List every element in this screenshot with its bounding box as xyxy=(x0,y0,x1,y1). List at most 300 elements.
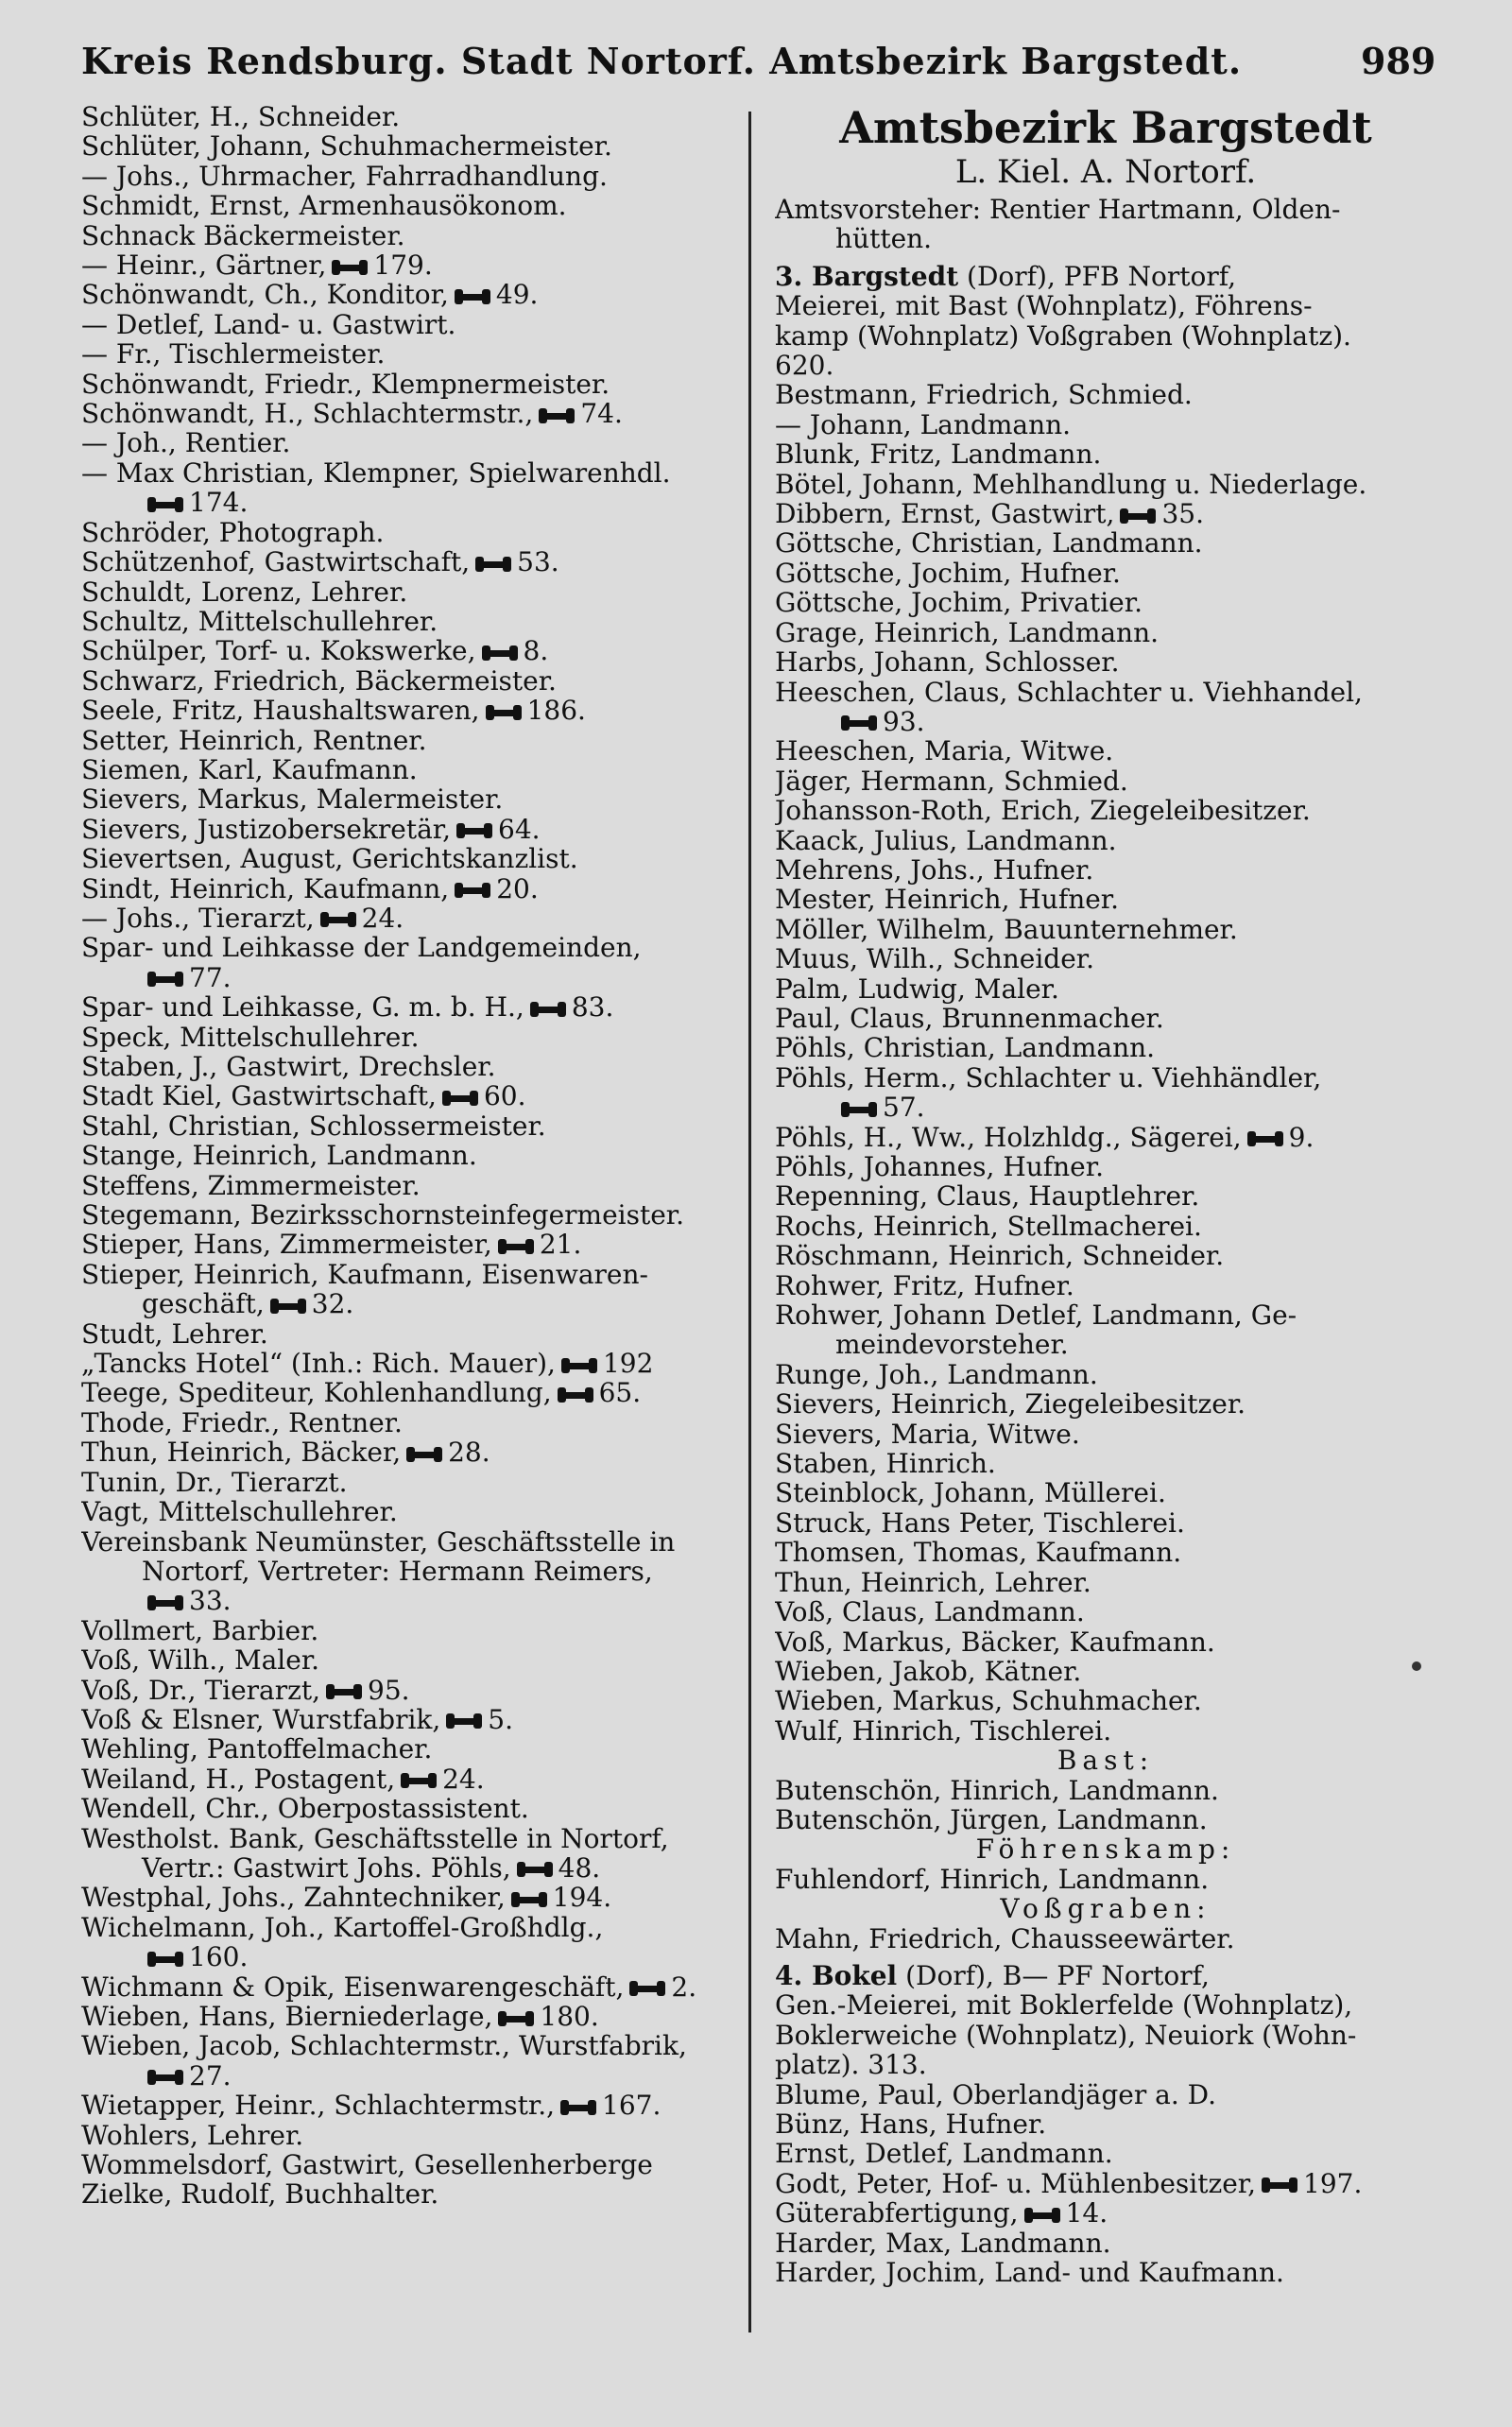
telephone-icon xyxy=(629,1980,665,1997)
directory-entry xyxy=(775,2021,1436,2050)
directory-entry xyxy=(81,2091,739,2120)
entry-text: Mehrens, Johs., Hufner. xyxy=(775,854,1094,886)
telephone-number: 20. xyxy=(496,873,539,904)
telephone-number: 27. xyxy=(189,2060,232,2091)
entry-text: hütten. xyxy=(835,224,933,254)
directory-entry xyxy=(81,1824,739,1853)
directory-entry xyxy=(81,1437,739,1467)
entry-text: Palm, Ludwig, Maler. xyxy=(775,973,1059,1004)
entry-continuation xyxy=(775,1093,1436,1122)
telephone-icon xyxy=(561,1357,597,1374)
telephone-number: 77. xyxy=(189,962,232,993)
directory-entry xyxy=(81,547,739,577)
entry-continuation xyxy=(81,1853,739,1883)
entry-text: Blunk, Fritz, Landmann. xyxy=(775,439,1102,470)
entry-text: Wehling, Pantoffelmacher. xyxy=(81,1734,433,1764)
telephone-icon xyxy=(511,1891,547,1908)
telephone-icon xyxy=(517,1861,553,1878)
entry-text: Schnack Bäckermeister. xyxy=(81,220,405,251)
directory-entry xyxy=(81,1260,739,1289)
directory-entry xyxy=(775,1241,1436,1270)
telephone-icon xyxy=(1247,1130,1283,1147)
telephone-number: 180. xyxy=(540,2002,599,2032)
directory-entry xyxy=(775,1924,1436,1954)
telephone-number: 179. xyxy=(373,250,433,281)
telephone-icon xyxy=(147,1951,183,1968)
vossgraben-heading: Voßgraben: xyxy=(1000,1893,1211,1925)
telephone-number: 9. xyxy=(1288,1122,1314,1152)
directory-entry xyxy=(81,1497,739,1526)
entry-text: Bestmann, Friedrich, Schmied. xyxy=(775,380,1193,410)
entry-text: Sievertsen, August, Gerichtskanzlist. xyxy=(81,844,578,874)
entry-text: Sievers, Justizobersekretär, xyxy=(81,814,451,845)
directory-entry xyxy=(775,1420,1436,1449)
directory-entry xyxy=(775,2169,1436,2198)
entry-text: Schultz, Mittelschullehrer. xyxy=(81,606,438,637)
entry-text: Blume, Paul, Oberlandjäger a. D. xyxy=(775,2079,1216,2109)
directory-entry xyxy=(81,370,739,399)
entry-text: Siemen, Karl, Kaufmann. xyxy=(81,754,418,785)
entry-text: Jäger, Hermann, Schmied. xyxy=(775,766,1128,797)
village-number: 4. xyxy=(775,1960,812,1991)
directory-entry xyxy=(775,2080,1436,2109)
directory-entry xyxy=(775,1389,1436,1419)
directory-entry xyxy=(81,1141,739,1170)
entry-text: Stadt Kiel, Gastwirtschaft, xyxy=(81,1081,437,1111)
entry-continuation xyxy=(775,1330,1436,1359)
entry-text: Stieper, Heinrich, Kaufmann, Eisenwaren- xyxy=(81,1259,648,1290)
telephone-icon xyxy=(456,822,492,839)
entry-text: — Johann, Landmann. xyxy=(775,409,1072,440)
entry-text: kamp (Wohnplatz) Voßgraben (Wohnplatz). xyxy=(775,320,1351,352)
directory-entry xyxy=(81,577,739,607)
entry-text: Kaack, Julius, Landmann. xyxy=(775,825,1117,855)
telephone-number: 14. xyxy=(1065,2198,1108,2229)
entry-text: Repenning, Claus, Hauptlehrer. xyxy=(775,1181,1200,1212)
entry-text: Johansson-Roth, Erich, Ziegeleibesitzer. xyxy=(775,796,1311,826)
telephone-number: 53. xyxy=(517,547,559,577)
directory-entry xyxy=(81,2150,739,2179)
entry-text: (Dorf), B— PF Nortorf, xyxy=(897,1960,1210,1991)
directory-entry xyxy=(81,784,739,814)
entry-text: — Max Christian, Klempner, Spielwarenhdl. xyxy=(81,457,671,489)
entry-text: Pöhls, Christian, Landmann. xyxy=(775,1033,1156,1063)
telephone-icon xyxy=(530,1001,566,1018)
entry-text: Rohwer, Fritz, Hufner. xyxy=(775,1270,1074,1301)
directory-entry xyxy=(775,974,1436,1004)
telephone-number: 194. xyxy=(552,1883,612,1913)
vossgraben-entries xyxy=(775,1924,1436,1954)
entry-text: Nortorf, Vertreter: Hermann Reimers, xyxy=(142,1556,653,1587)
directory-entry xyxy=(775,1990,1436,2020)
entry-text: Schmidt, Ernst, Armenhausökonom. xyxy=(81,191,567,221)
telephone-number: 35. xyxy=(1161,499,1204,529)
entry-text: Dibbern, Ernst, Gastwirt, xyxy=(775,499,1115,529)
entry-text: Schützenhof, Gastwirtschaft, xyxy=(81,547,471,577)
directory-entry xyxy=(81,844,739,873)
entry-text: Thomsen, Thomas, Kaufmann. xyxy=(775,1538,1182,1568)
telephone-number: 83. xyxy=(571,992,614,1023)
telephone-icon xyxy=(1120,508,1156,525)
entry-text: Göttsche, Jochim, Hufner. xyxy=(775,558,1121,589)
directory-entry xyxy=(81,1171,739,1200)
telephone-number: 64. xyxy=(498,814,541,845)
telephone-icon xyxy=(558,1386,593,1403)
entry-text: Schwarz, Friedrich, Bäckermeister. xyxy=(81,665,557,697)
entry-text: Möller, Wilhelm, Bauunternehmer. xyxy=(775,914,1238,945)
directory-entry xyxy=(775,2229,1436,2258)
entry-text: Wichmann & Opik, Eisenwarengeschäft, xyxy=(81,1971,625,2002)
entry-text: 620. xyxy=(775,351,834,381)
directory-entry xyxy=(775,736,1436,766)
directory-entry xyxy=(81,1705,739,1734)
entry-text: (Dorf), PFB Nortorf, xyxy=(958,261,1237,292)
directory-entry xyxy=(81,458,739,488)
entry-text: Wohlers, Lehrer. xyxy=(81,2120,304,2151)
directory-entry xyxy=(775,1449,1436,1478)
entry-text: Zielke, Rudolf, Buchhalter. xyxy=(81,2179,439,2210)
entry-text: — Johs., Uhrmacher, Fahrradhandlung. xyxy=(81,161,608,192)
directory-entry xyxy=(775,410,1436,439)
village-bargstedt-heading xyxy=(775,262,1436,381)
telephone-icon xyxy=(486,704,522,721)
directory-entry xyxy=(775,2198,1436,2228)
directory-entry xyxy=(81,191,739,220)
directory-entry xyxy=(81,1794,739,1823)
entry-text: Weiland, H., Postagent, xyxy=(81,1764,396,1795)
directory-entry xyxy=(775,195,1436,224)
column-divider xyxy=(748,112,751,2332)
directory-entry xyxy=(81,1052,739,1081)
entry-text: — Johs., Tierarzt, xyxy=(81,903,315,934)
telephone-number: 21. xyxy=(539,1230,582,1260)
entry-text: Mahn, Friedrich, Chausseewärter. xyxy=(775,1923,1235,1954)
entry-text: Ernst, Detlef, Landmann. xyxy=(775,2139,1113,2169)
entry-text: Röschmann, Heinrich, Schneider. xyxy=(775,1241,1225,1271)
spacer xyxy=(775,1954,1436,1961)
entry-text: Voß, Dr., Tierarzt, xyxy=(81,1675,321,1705)
directory-entry xyxy=(81,726,739,755)
directory-entry xyxy=(775,1686,1436,1715)
entry-text: Voß & Elsner, Wurstfabrik, xyxy=(81,1704,441,1735)
directory-entry xyxy=(81,2121,739,2150)
foehrenskamp-entries xyxy=(775,1865,1436,1894)
telephone-number: 167. xyxy=(602,2091,662,2121)
telephone-icon xyxy=(841,714,877,732)
entry-text: Voß, Claus, Landmann. xyxy=(775,1597,1085,1627)
entry-text: Rohwer, Johann Detlef, Landmann, Ge- xyxy=(775,1300,1297,1331)
entry-text: Butenschön, Jürgen, Landmann. xyxy=(775,1804,1208,1835)
entry-text: Wieben, Markus, Schuhmacher. xyxy=(775,1686,1202,1716)
entry-text: Voß, Wilh., Maler. xyxy=(81,1645,320,1676)
directory-entry xyxy=(81,310,739,339)
entry-text: Staben, J., Gastwirt, Drechsler. xyxy=(81,1052,496,1082)
telephone-number: 5. xyxy=(488,1704,514,1735)
directory-entry xyxy=(81,1200,739,1230)
telephone-number: 32. xyxy=(311,1289,354,1319)
telephone-number: 60. xyxy=(483,1081,526,1111)
directory-entry xyxy=(775,1152,1436,1181)
directory-entry xyxy=(775,796,1436,825)
entry-continuation xyxy=(81,2061,739,2091)
directory-entry xyxy=(81,1883,739,1912)
directory-entry xyxy=(81,1527,739,1557)
directory-entry xyxy=(775,2050,1436,2079)
entry-continuation xyxy=(81,1942,739,1971)
directory-entry xyxy=(81,1230,739,1259)
entry-text: platz). 313. xyxy=(775,2050,927,2080)
entry-text: Muus, Wilh., Schneider. xyxy=(775,944,1094,974)
directory-entry xyxy=(81,2179,739,2209)
entry-text: geschäft, xyxy=(142,1289,265,1319)
entry-text: Struck, Hans Peter, Tischlerei. xyxy=(775,1507,1185,1539)
entry-text: Butenschön, Hinrich, Landmann. xyxy=(775,1775,1219,1805)
telephone-icon xyxy=(455,882,490,899)
telephone-number: 160. xyxy=(189,1942,249,1972)
telephone-icon xyxy=(406,1446,442,1463)
telephone-number: 28. xyxy=(448,1437,490,1468)
telephone-number: 192 xyxy=(602,1349,654,1379)
entry-text: Spar- und Leihkasse der Landgemeinden, xyxy=(81,933,642,963)
telephone-number: 95. xyxy=(368,1675,410,1705)
directory-entry xyxy=(775,1004,1436,1033)
bast-entries xyxy=(775,1776,1436,1835)
entry-text: Boklerweiche (Wohnplatz), Neuiork (Wohn- xyxy=(775,2020,1357,2051)
entry-text: Harder, Jochim, Land- und Kaufmann. xyxy=(775,2258,1284,2288)
directory-entry xyxy=(775,1805,1436,1834)
telephone-number: 57. xyxy=(883,1093,925,1123)
directory-entry xyxy=(81,607,739,636)
directory-entry xyxy=(775,262,1436,291)
entry-text: Göttsche, Jochim, Privatier. xyxy=(775,588,1143,618)
directory-entry xyxy=(775,1508,1436,1538)
entry-text: Pöhls, Johannes, Hufner. xyxy=(775,1152,1104,1182)
directory-entry xyxy=(81,1972,739,2002)
entry-text: Tunin, Dr., Tierarzt. xyxy=(81,1467,348,1498)
directory-entry xyxy=(775,2139,1436,2168)
entry-text: — Joh., Rentier. xyxy=(81,428,291,458)
directory-entry xyxy=(81,636,739,665)
telephone-number: 93. xyxy=(883,706,925,737)
entry-text: Schuldt, Lorenz, Lehrer. xyxy=(81,577,408,607)
directory-entry xyxy=(775,1538,1436,1567)
section-title: Amtsbezirk Bargstedt xyxy=(839,102,1372,153)
right-column xyxy=(775,102,1436,2287)
telephone-number: 2. xyxy=(671,1971,697,2002)
entry-text: Schülper, Torf- u. Kokswerke, xyxy=(81,636,476,666)
directory-entry xyxy=(775,528,1436,558)
telephone-icon xyxy=(498,1238,534,1255)
entry-text: Gen.-Meierei, mit Boklerfelde (Wohnplatz), xyxy=(775,1990,1353,2021)
telephone-icon xyxy=(841,1101,877,1118)
telephone-icon xyxy=(320,911,356,928)
directory-entry xyxy=(81,1468,739,1497)
entry-text: Grage, Heinrich, Landmann. xyxy=(775,617,1160,648)
directory-entry xyxy=(775,855,1436,885)
directory-entry xyxy=(81,102,739,131)
entry-text: Rochs, Heinrich, Stellmacherei. xyxy=(775,1211,1202,1242)
directory-entry xyxy=(775,2109,1436,2139)
entry-continuation xyxy=(81,1289,739,1318)
village-bokel-heading xyxy=(775,1961,1436,2080)
telephone-number: 8. xyxy=(523,636,549,666)
directory-entry xyxy=(775,1033,1436,1062)
running-header: Kreis Rendsburg. Stadt Nortorf. Amtsbezirk Bargstedt. xyxy=(80,40,1243,82)
telephone-number: 197. xyxy=(1303,2168,1363,2199)
page-header xyxy=(0,32,1512,89)
entry-text: Bünz, Hans, Hufner. xyxy=(775,2109,1047,2140)
entry-text: Pöhls, H., Ww., Holzhldg., Sägerei, xyxy=(775,1122,1242,1152)
directory-entry xyxy=(81,696,739,725)
directory-entry xyxy=(81,131,739,161)
entry-text: Schönwandt, Friedr., Klempnermeister. xyxy=(81,369,610,400)
entry-text: Thun, Heinrich, Lehrer. xyxy=(775,1567,1091,1598)
village-bargstedt-entries xyxy=(775,380,1436,1746)
entry-text: Vertr.: Gastwirt Johs. Pöhls, xyxy=(142,1852,511,1884)
directory-entry xyxy=(81,1023,739,1052)
directory-entry xyxy=(81,755,739,784)
telephone-number: 49. xyxy=(495,280,539,310)
directory-entry xyxy=(775,647,1436,677)
telephone-icon xyxy=(147,496,183,513)
directory-entry xyxy=(775,1657,1436,1686)
entry-text: Schlüter, H., Schneider. xyxy=(81,102,401,132)
directory-entry xyxy=(81,399,739,428)
entry-text: Wieben, Jacob, Schlachtermstr., Wurstfabrik, xyxy=(81,2031,687,2061)
directory-entry xyxy=(81,1913,739,1942)
directory-entry xyxy=(775,1271,1436,1300)
entry-continuation xyxy=(81,1586,739,1615)
directory-entry xyxy=(81,874,739,904)
directory-entry xyxy=(81,1081,739,1110)
entry-text: Godt, Peter, Hof- u. Mühlenbesitzer, xyxy=(775,2168,1257,2199)
directory-entry xyxy=(81,280,739,309)
entry-text: Amtsvorsteher: Rentier Hartmann, Olden- xyxy=(775,195,1341,225)
directory-entry xyxy=(775,915,1436,944)
telephone-number: 24. xyxy=(442,1764,485,1795)
entry-text: Speck, Mittelschullehrer. xyxy=(81,1022,420,1052)
entry-text: Mester, Heinrich, Hufner. xyxy=(775,885,1119,915)
directory-entry xyxy=(81,933,739,962)
entry-text: Wieben, Hans, Bierniederlage, xyxy=(81,2002,493,2032)
directory-entry xyxy=(775,1776,1436,1805)
village-name: Bokel xyxy=(811,1960,898,1991)
telephone-icon xyxy=(326,1683,362,1700)
entry-text: Bötel, Johann, Mehlhandlung u. Niederlage. xyxy=(775,469,1367,500)
directory-entry xyxy=(81,992,739,1022)
entry-text: Stange, Heinrich, Landmann. xyxy=(81,1141,477,1171)
directory-entry xyxy=(775,1123,1436,1152)
entry-text: — Fr., Tischlermeister. xyxy=(81,339,386,370)
entry-text: Sindt, Heinrich, Kaufmann, xyxy=(81,873,450,904)
directory-entry xyxy=(775,470,1436,499)
entry-text: Vereinsbank Neumünster, Geschäftsstelle in xyxy=(81,1526,676,1557)
directory-entry xyxy=(775,766,1436,796)
entry-text: Wendell, Chr., Oberpostassistent. xyxy=(81,1794,529,1824)
entry-text: Wichelmann, Joh., Kartoffel-Großhdlg., xyxy=(81,1912,604,1943)
section-subtitle: L. Kiel. A. Nortorf. xyxy=(954,153,1257,191)
directory-entry xyxy=(775,826,1436,855)
directory-entry xyxy=(775,618,1436,647)
entry-text: Vagt, Mittelschullehrer. xyxy=(81,1497,398,1527)
entry-text: Güterabfertigung, xyxy=(775,2198,1019,2229)
entry-text: — Detlef, Land- u. Gastwirt. xyxy=(81,309,456,340)
entry-text: Schröder, Photograph. xyxy=(81,517,385,548)
bast-heading: Bast: xyxy=(1057,1745,1155,1777)
entry-text: Fuhlendorf, Hinrich, Landmann. xyxy=(775,1864,1210,1895)
entry-text: Setter, Heinrich, Rentner. xyxy=(81,725,427,755)
telephone-icon xyxy=(560,2099,596,2116)
directory-entry xyxy=(775,380,1436,409)
telephone-icon xyxy=(147,1594,183,1611)
directory-entry xyxy=(775,678,1436,707)
entry-text: Stegemann, Bezirksschornsteinfegermeister. xyxy=(81,1200,685,1231)
foehrenskamp-heading: Föhrenskamp: xyxy=(975,1833,1236,1866)
directory-entry xyxy=(81,904,739,933)
directory-entry xyxy=(775,1300,1436,1330)
directory-entry xyxy=(81,1764,739,1794)
entry-text: Wulf, Hinrich, Tischlerei. xyxy=(775,1715,1112,1747)
telephone-number: 174. xyxy=(189,488,249,518)
entry-continuation xyxy=(81,963,739,992)
entry-text: Harbs, Johann, Schlosser. xyxy=(775,647,1120,678)
directory-entry xyxy=(81,1645,739,1675)
entry-text: Schönwandt, Ch., Konditor, xyxy=(81,280,449,310)
entry-text: Studt, Lehrer. xyxy=(81,1318,268,1350)
telephone-icon xyxy=(270,1298,306,1315)
directory-entry xyxy=(775,1865,1436,1894)
entry-continuation xyxy=(81,1557,739,1586)
left-column xyxy=(81,102,739,2210)
entry-text: Spar- und Leihkasse, G. m. b. H., xyxy=(81,992,524,1023)
directory-entry xyxy=(775,1568,1436,1597)
directory-entry xyxy=(81,1111,739,1141)
directory-entry xyxy=(81,339,739,369)
entry-text: Wommelsdorf, Gastwirt, Gesellenherberge xyxy=(81,2150,653,2180)
telephone-icon xyxy=(475,556,511,573)
entry-text: Göttsche, Christian, Landmann. xyxy=(775,528,1203,559)
telephone-number: 24. xyxy=(361,903,404,934)
village-name: Bargstedt xyxy=(811,261,959,292)
directory-entry xyxy=(81,1349,739,1378)
entry-text: Sievers, Markus, Malermeister. xyxy=(81,784,504,815)
telephone-number: 186. xyxy=(526,696,586,726)
directory-entry xyxy=(775,499,1436,528)
entry-text: Sievers, Heinrich, Ziegeleibesitzer. xyxy=(775,1389,1246,1420)
telephone-icon xyxy=(1024,2207,1060,2224)
telephone-icon xyxy=(482,645,518,662)
directory-entry xyxy=(775,351,1436,380)
amtsvorsteher-block xyxy=(775,195,1436,254)
directory-entry xyxy=(775,588,1436,617)
directory-entry xyxy=(775,1961,1436,1990)
entry-text: Harder, Max, Landmann. xyxy=(775,2228,1111,2259)
directory-entry xyxy=(775,291,1436,320)
directory-entry xyxy=(81,1378,739,1407)
directory-entry xyxy=(775,1627,1436,1657)
ink-blot xyxy=(1412,1661,1421,1671)
directory-entry xyxy=(775,1212,1436,1241)
directory-entry xyxy=(81,2002,739,2031)
entry-text: Stahl, Christian, Schlossermeister. xyxy=(81,1110,546,1142)
entry-text: Pöhls, Herm., Schlachter u. Viehhändler, xyxy=(775,1062,1322,1093)
telephone-number: 65. xyxy=(598,1378,642,1408)
entry-text: Runge, Joh., Landmann. xyxy=(775,1359,1098,1390)
directory-entry xyxy=(775,2258,1436,2287)
directory-entry xyxy=(775,885,1436,914)
directory-entry xyxy=(81,428,739,457)
directory-entry xyxy=(81,162,739,191)
